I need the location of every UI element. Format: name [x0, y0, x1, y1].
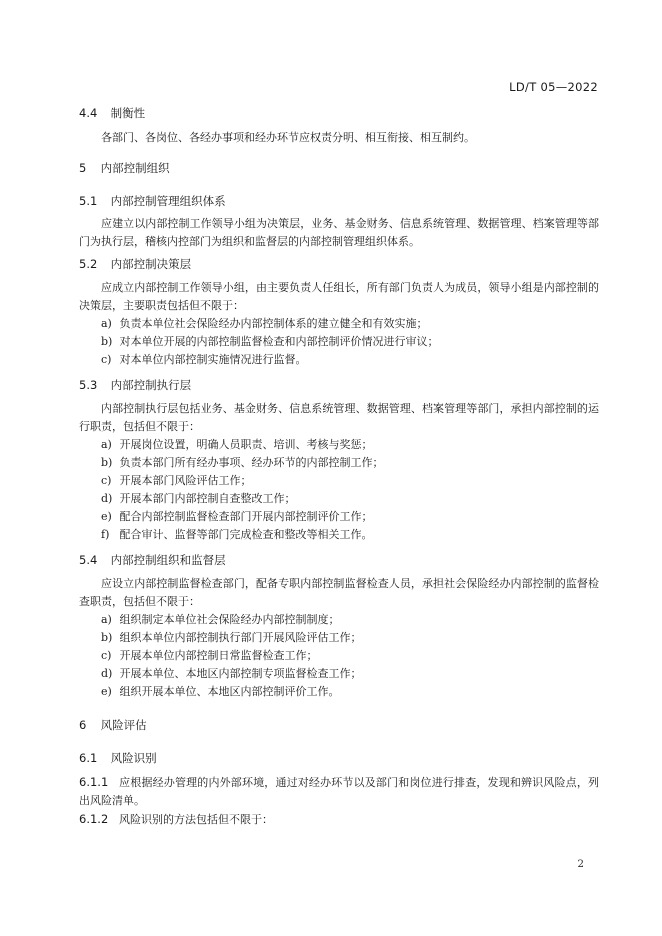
list-text: 负责本单位社会保险经办内部控制体系的建立健全和有效实施； — [119, 317, 428, 330]
clause-number: 6.1.1 — [79, 775, 109, 789]
section-title: 内部控制组织和监督层 — [110, 553, 226, 567]
chapter-heading-6 — [79, 716, 599, 734]
section-number: 5.4 — [79, 553, 98, 567]
paragraph-5-2: 应成立内部控制工作领导小组，由主要负责人任组长，所有部门负责人为成员，领导小组是内部控制的决策层，主要职责包括但不限于： — [79, 281, 599, 312]
section-title: 内部控制管理组织体系 — [110, 194, 226, 208]
list-item — [79, 611, 599, 629]
list-label: a) — [101, 613, 112, 626]
list-item — [79, 315, 599, 333]
list-text: 开展岗位设置，明确人员职责、培训、考核与奖惩； — [119, 438, 373, 451]
list-item — [79, 629, 599, 647]
paragraph-5-4: 应设立内部控制监督检查部门，配备专职内部控制监督检查人员，承担社会保险经办内部控制的监督检查职责，包括但不限于： — [79, 577, 599, 608]
list-label: d) — [101, 492, 113, 505]
list-label: c) — [101, 649, 112, 662]
list-item — [79, 526, 599, 544]
chapter-title: 内部控制组织 — [100, 161, 170, 175]
list-label: b) — [101, 335, 113, 348]
list-item — [79, 665, 599, 683]
list-label: c) — [101, 474, 112, 487]
list-text: 对本单位开展的内部控制监督检查和内部控制评价情况进行审议； — [119, 335, 439, 348]
list-label: e) — [101, 685, 112, 698]
clause-text: 应根据经办管理的内外部环境，通过对经办环节以及部门和岗位进行排查，发现和辨识风险点，列出风险清单。 — [79, 776, 599, 807]
page-content — [79, 104, 599, 829]
section-number: 4.4 — [79, 106, 98, 120]
list-label: f) — [101, 528, 110, 541]
list-label: b) — [101, 631, 113, 644]
list-text: 开展本单位、本地区内部控制专项监督检查工作； — [119, 667, 362, 680]
list-item — [79, 454, 599, 472]
section-heading-4-4 — [79, 104, 599, 122]
list-text: 负责本部门所有经办事项、经办环节的内部控制工作； — [119, 456, 384, 469]
paragraph-5-1: 应建立以内部控制工作领导小组为决策层，业务、基金财务、信息系统管理、数据管理、档案管理等部门为执行层，稽核内控部门为组织和监督层的内部控制管理组织体系。 — [79, 217, 599, 248]
list-item — [79, 647, 599, 665]
clause-text: 风险识别的方法包括但不限于： — [119, 813, 273, 826]
list-item — [79, 333, 599, 351]
paragraph-4-4: 各部门、各岗位、各经办事项和经办环节应权责分明、相互衔接、相互制约。 — [101, 131, 475, 144]
section-title: 内部控制决策层 — [110, 257, 192, 271]
section-title: 内部控制执行层 — [110, 378, 192, 392]
list-label: a) — [101, 438, 112, 451]
list-item — [79, 508, 599, 526]
list-label: b) — [101, 456, 113, 469]
list-text: 开展本单位内部控制日常监督检查工作； — [119, 649, 318, 662]
list-text: 配合审计、监督等部门完成检查和整改等相关工作。 — [119, 528, 373, 541]
section-heading-6-1 — [79, 749, 599, 767]
section-heading-5-2 — [79, 255, 599, 273]
paragraph-5-3: 内部控制执行层包括业务、基金财务、信息系统管理、数据管理、档案管理等部门，承担内部控制的运行职责，包括但不限于： — [79, 402, 599, 433]
list-item — [79, 472, 599, 490]
section-heading-5-4 — [79, 551, 599, 569]
list-item — [79, 436, 599, 454]
section-number: 5.3 — [79, 378, 98, 392]
list-text: 对本单位内部控制实施情况进行监督。 — [119, 353, 307, 366]
page-number: 2 — [577, 858, 584, 870]
list-text: 组织开展本单位、本地区内部控制评价工作。 — [119, 685, 340, 698]
list-label: d) — [101, 667, 113, 680]
section-title: 制衡性 — [110, 106, 146, 120]
list-item — [79, 683, 599, 701]
clause-6-1-1 — [79, 773, 599, 810]
chapter-number: 6 — [79, 718, 87, 732]
list-item — [79, 351, 599, 369]
list-text: 组织制定本单位社会保险经办内部控制制度； — [119, 613, 340, 626]
document-code: LD/T 05—2022 — [509, 80, 598, 94]
clause-6-1-2 — [79, 810, 599, 829]
section-number: 5.2 — [79, 257, 98, 271]
list-label: e) — [101, 510, 112, 523]
list-label: a) — [101, 317, 112, 330]
list-text: 开展本部门风险评估工作； — [119, 474, 252, 487]
section-number: 5.1 — [79, 194, 98, 208]
list-label: c) — [101, 353, 112, 366]
section-title: 风险识别 — [110, 751, 157, 765]
section-heading-5-1 — [79, 192, 599, 210]
chapter-heading-5 — [79, 159, 599, 177]
list-item — [79, 490, 599, 508]
chapter-title: 风险评估 — [100, 718, 147, 732]
section-heading-5-3 — [79, 376, 599, 394]
list-text: 配合内部控制监督检查部门开展内部控制评价工作； — [119, 510, 373, 523]
clause-number: 6.1.2 — [79, 812, 109, 826]
list-text: 开展本部门内部控制自查整改工作； — [119, 492, 296, 505]
list-text: 组织本单位内部控制执行部门开展风险评估工作； — [119, 631, 362, 644]
section-number: 6.1 — [79, 751, 98, 765]
chapter-number: 5 — [79, 161, 87, 175]
